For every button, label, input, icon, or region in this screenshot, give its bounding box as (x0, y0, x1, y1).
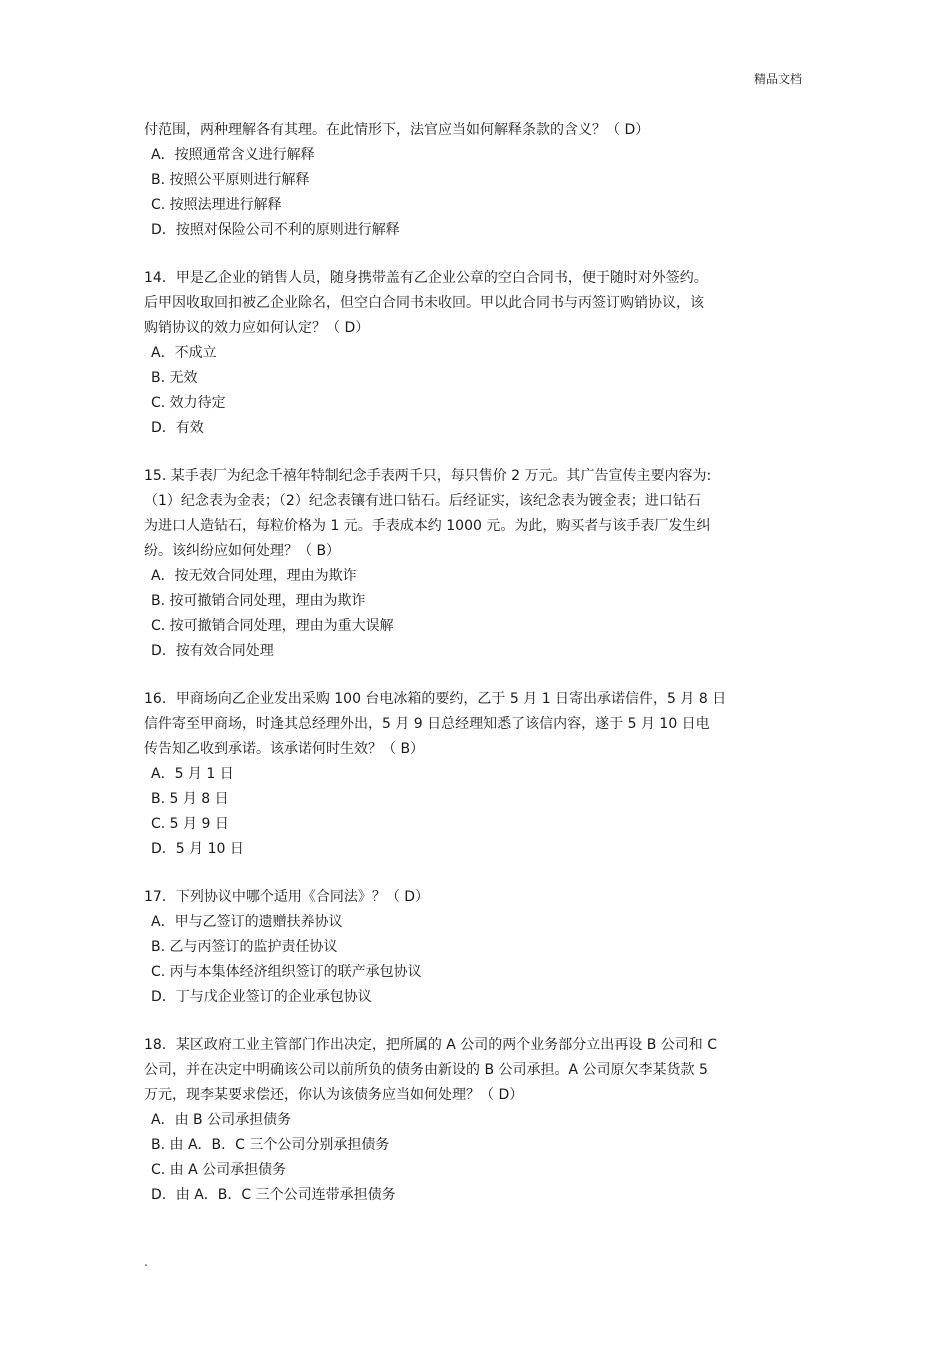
option-c: C. 按可撤销合同处理，理由为重大误解 (151, 618, 394, 634)
question-stem-line: 公司，并在决定中明确该公司以前所负的债务由新设的 B 公司承担。A 公司原欠李某货款 5 (144, 1062, 708, 1078)
option-b: B. 按照公平原则进行解释 (151, 172, 310, 188)
question-stem-line: 16．甲商场向乙企业发出采购 100 台电冰箱的要约，乙于 5 月 1 日寄出承诺信件，5 月 8 日 (144, 691, 727, 707)
question-block (144, 687, 808, 862)
question-list (144, 118, 808, 1231)
question-block (144, 885, 808, 1010)
option-d: D．5 月 10 日 (151, 841, 244, 857)
option-b: B. 由 A．B．C 三个公司分别承担债务 (151, 1137, 390, 1153)
question-stem-line: 18．某区政府工业主管部门作出决定，把所属的 A 公司的两个业务部分立出再设 B 公司和 C (144, 1037, 718, 1053)
page-header-watermark: 精品文档 (753, 72, 802, 86)
question-stem-line: 为进口人造钻石，每粒价格为 1 元。手表成本约 1000 元。为此，购买者与该手表厂发生纠 (144, 518, 711, 534)
option-d: D．由 A．B．C 三个公司连带承担债务 (151, 1187, 396, 1203)
question-stem-line: 信件寄至甲商场，时逢其总经理外出，5 月 9 日总经理知悉了该信内容，遂于 5 月 10 日电 (144, 716, 710, 732)
question-stem-line: 17．下列协议中哪个适用《合同法》？（ D） (144, 889, 430, 905)
option-b: B. 5 月 8 日 (151, 791, 229, 807)
question-stem-line: 万元，现李某要求偿还，你认为该债务应当如何处理？（ D） (144, 1087, 524, 1103)
option-a: A．按照通常含义进行解释 (151, 147, 315, 163)
page-footer-mark: . (144, 1255, 148, 1269)
option-b: B. 乙与丙签订的监护责任协议 (151, 939, 338, 955)
option-c: C. 5 月 9 日 (151, 816, 229, 832)
question-block (144, 464, 808, 664)
option-b: B. 按可撤销合同处理，理由为欺诈 (151, 593, 366, 609)
question-stem-line: 15. 某手表厂为纪念千禧年特制纪念手表两千只，每只售价 2 万元。其广告宣传主要内容为: (144, 468, 712, 484)
option-a: A．5 月 1 日 (151, 766, 234, 782)
question-stem-line: （1）纪念表为金表；（2）纪念表镶有进口钻石。后经证实，该纪念表为镀金表；进口钻石 (144, 493, 701, 509)
option-c: C. 效力待定 (151, 395, 226, 411)
option-d: D．按照对保险公司不利的原则进行解释 (151, 222, 400, 238)
option-c: C. 按照法理进行解释 (151, 197, 282, 213)
question-stem-line: 付范围，两种理解各有其理。在此情形下，法官应当如何解释条款的含义？（ D） (144, 122, 650, 138)
option-c: C. 丙与本集体经济组织签订的联产承包协议 (151, 964, 422, 980)
option-a: A．由 B 公司承担债务 (151, 1112, 292, 1128)
question-block (144, 1033, 808, 1208)
question-stem-line: 购销协议的效力应如何认定？（ D） (144, 320, 370, 336)
question-stem-line: 纷。该纠纷应如何处理？（ B） (144, 543, 341, 559)
question-stem-line: 14．甲是乙企业的销售人员，随身携带盖有乙企业公章的空白合同书，便于随时对外签约。 (144, 270, 708, 286)
option-d: D．按有效合同处理 (151, 643, 274, 659)
option-d: D．有效 (151, 420, 204, 436)
option-b: B. 无效 (151, 370, 198, 386)
option-a: A．不成立 (151, 345, 217, 361)
question-stem-line: 传告知乙收到承诺。该承诺何时生效？（ B） (144, 741, 425, 757)
question-block (144, 118, 808, 243)
option-d: D．丁与戊企业签订的企业承包协议 (151, 989, 372, 1005)
question-block (144, 266, 808, 441)
question-stem-line: 后甲因收取回扣被乙企业除名，但空白合同书未收回。甲以此合同书与丙签订购销协议，该 (144, 295, 704, 311)
option-a: A．甲与乙签订的遗赠扶养协议 (151, 914, 343, 930)
option-a: A．按无效合同处理，理由为欺诈 (151, 568, 357, 584)
option-c: C. 由 A 公司承担债务 (151, 1162, 287, 1178)
